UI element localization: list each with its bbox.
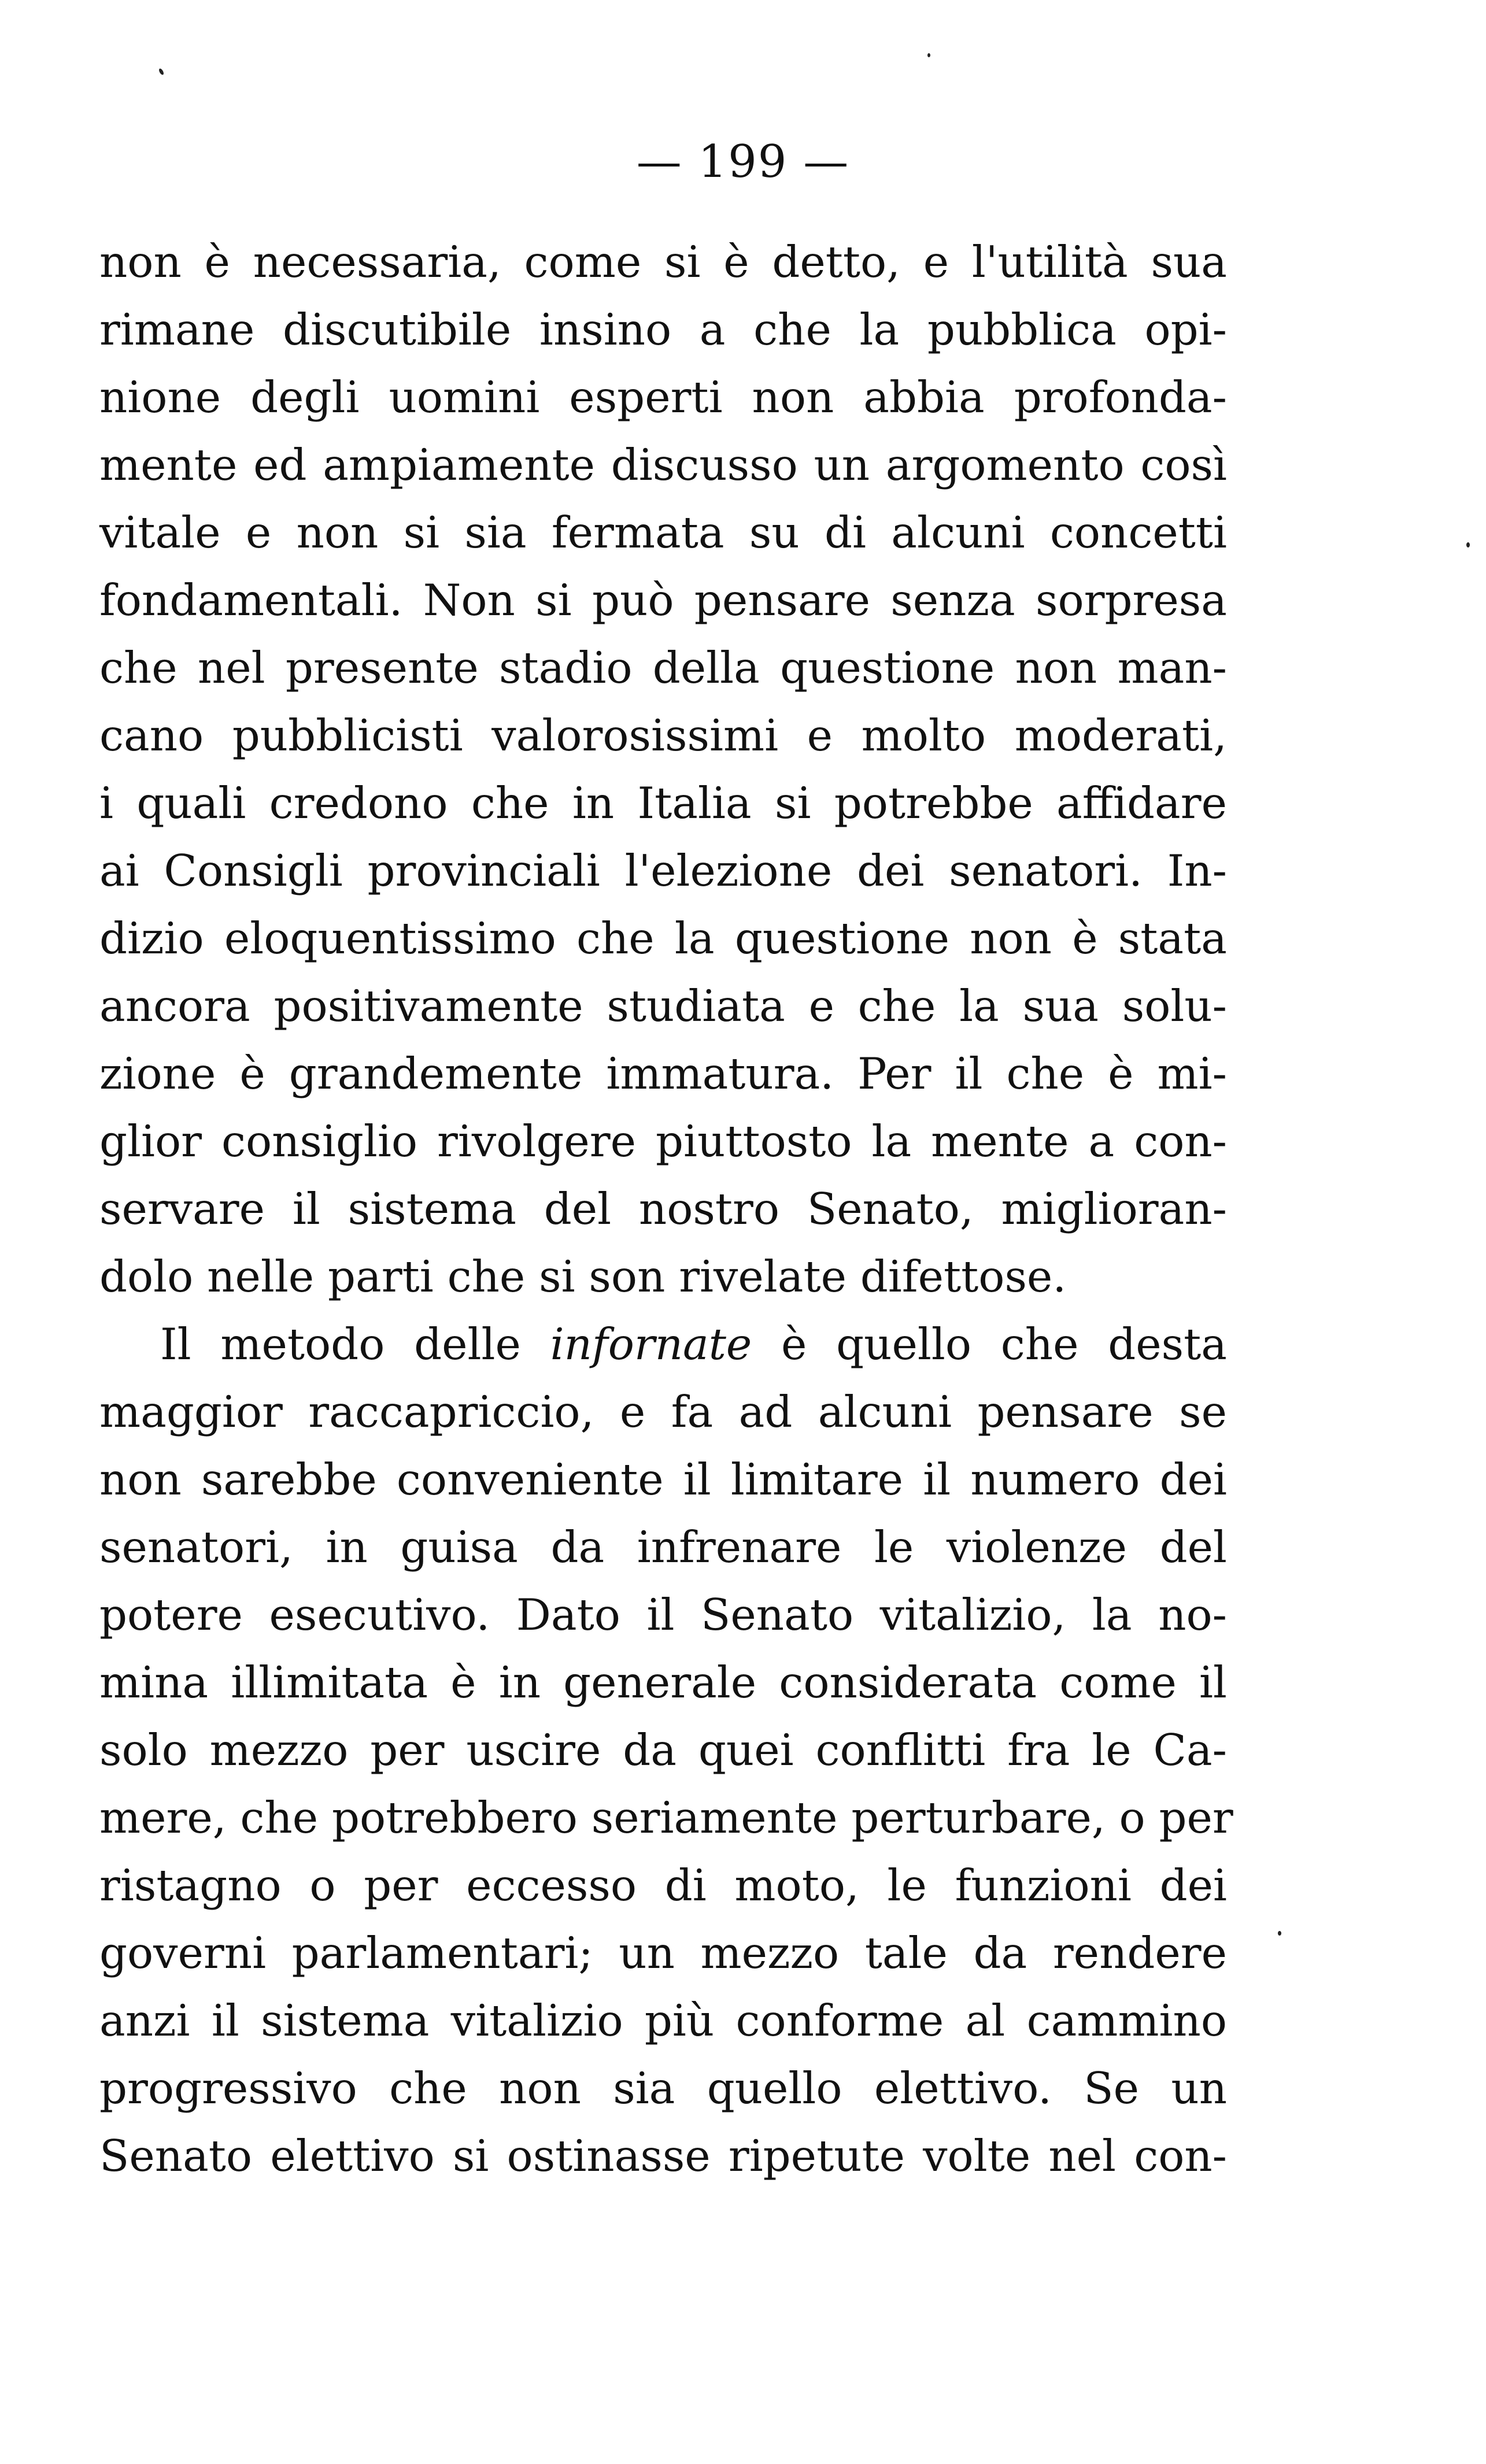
text-line: vitale e non si sia fermata su di alcuni concetti [99, 507, 1227, 558]
text-line: cano pubblicisti valorosissimi e molto moderati, [99, 710, 1227, 761]
body-text [99, 228, 1233, 2190]
text-line: senatori, in guisa da infrenare le violenze del [99, 1522, 1227, 1573]
print-speck [158, 68, 164, 75]
text-line: ancora positivamente studiata e che la sua solu- [99, 981, 1227, 1031]
print-speck [927, 53, 930, 57]
text-line: glior consiglio rivolgere piuttosto la mente a con- [99, 1116, 1227, 1167]
text-segment: è quello che desta [752, 1319, 1227, 1370]
text-line: dolo nelle parti che si son rivelate difettose. [99, 1251, 1067, 1302]
paragraph-first-line [99, 1311, 1227, 1378]
text-line: non è necessaria, come si è detto, e l'utilità sua [99, 236, 1227, 287]
text-segment: Il metodo delle [160, 1319, 550, 1370]
text-line: i quali credono che in Italia si potrebbe affidare [99, 778, 1227, 828]
print-speck [1278, 1931, 1281, 1936]
italic-term: infornate [550, 1319, 752, 1370]
text-line: anzi il sistema vitalizio più conforme al cammino [99, 1995, 1227, 2046]
text-line: mina illimitata è in generale considerata come il [99, 1657, 1227, 1708]
text-line: nione degli uomini esperti non abbia profonda- [99, 372, 1227, 423]
text-line: potere esecutivo. Dato il Senato vitalizio, la no- [99, 1589, 1227, 1640]
text-line: maggior raccapriccio, e fa ad alcuni pensare se [99, 1386, 1227, 1437]
text-line: mente ed ampiamente discusso un argomento così [99, 439, 1227, 490]
text-line: governi parlamentari; un mezzo tale da rendere [99, 1927, 1227, 1978]
text-line: servare il sistema del nostro Senato, miglioran- [99, 1183, 1227, 1234]
text-line: progressivo che non sia quello elettivo. Se un [99, 2063, 1227, 2114]
text-line: dizio eloquentissimo che la questione non è stata [99, 913, 1227, 964]
text-line: Senato elettivo si ostinasse ripetute volte nel con- [99, 2130, 1227, 2181]
text-line: non sarebbe conveniente il limitare il numero dei [99, 1454, 1227, 1505]
text-line: che nel presente stadio della questione non man- [99, 642, 1227, 693]
text-line: fondamentali. Non si può pensare senza sorpresa [99, 575, 1227, 626]
text-line: rimane discutibile insino a che la pubblica opi- [99, 304, 1227, 355]
text-line: zione è grandemente immatura. Per il che è mi- [99, 1048, 1227, 1099]
text-line: mere, che potrebbero seriamente perturbare, o per [99, 1792, 1233, 1843]
print-speck [1466, 542, 1470, 547]
text-line: ai Consigli provinciali l'elezione dei senatori. In- [99, 845, 1227, 896]
page-number: — 199 — [636, 136, 850, 188]
text-line: ristagno o per eccesso di moto, le funzioni dei [99, 1860, 1227, 1911]
text-line: solo mezzo per uscire da quei conflitti fra le Ca- [99, 1725, 1227, 1775]
